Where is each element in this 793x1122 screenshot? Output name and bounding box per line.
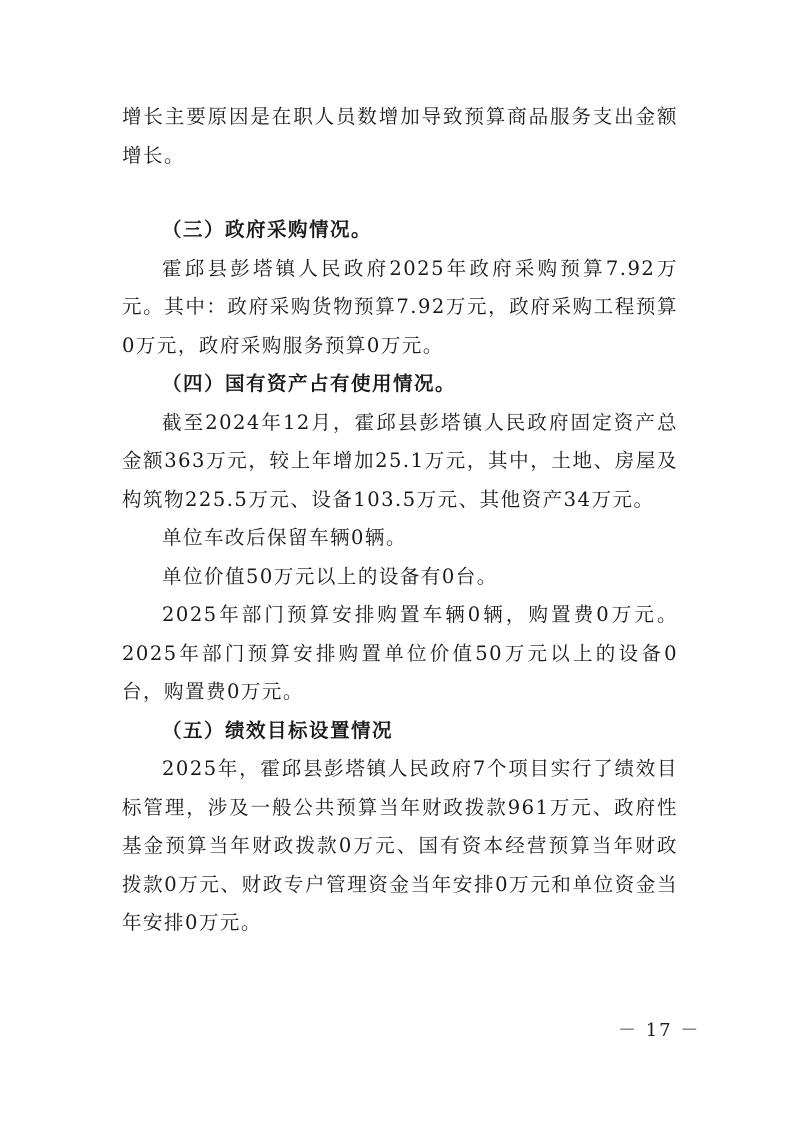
procurement-paragraph: 霍邱县彭塔镇人民政府2025年政府采购预算7.92万元。其中：政府采购货物预算7.92万元，政府采购工程预算0万元，政府采购服务预算0万元。 xyxy=(122,256,678,357)
section-spacer xyxy=(122,175,678,211)
document-body xyxy=(122,98,678,943)
continuation-paragraph: 增长主要原因是在职人员数增加导致预算商品服务支出金额增长。 xyxy=(122,105,678,167)
section-heading-assets: （四）国有资产占有使用情况。 xyxy=(162,372,457,395)
page-number: － 17 － xyxy=(618,1020,701,1041)
purchase-plan-paragraph: 2025年部门预算安排购置车辆0辆，购置费0万元。2025年部门预算安排购置单位价值50万元以上的设备0台，购置费0万元。 xyxy=(122,603,678,703)
section-heading-procurement: （三）政府采购情况。 xyxy=(162,218,373,241)
performance-paragraph: 2025年，霍邱县彭塔镇人民政府7个项目实行了绩效目标管理，涉及一般公共预算当年财政拨款961万元、政府性基金预算当年财政拨款0万元、国有资本经营预算当年财政拨款0万元、财政专户管理资金当年安排0万元和单位资金当年安排0万元。 xyxy=(122,757,678,934)
vehicles-paragraph: 单位车改后保留车辆0辆。 xyxy=(162,526,407,549)
equipment-paragraph: 单位价值50万元以上的设备有0台。 xyxy=(162,564,498,588)
assets-paragraph: 截至2024年12月，霍邱县彭塔镇人民政府固定资产总金额363万元，较上年增加25.1万元，其中，土地、房屋及构筑物225.5万元、设备103.5万元、其他资产34万元。 xyxy=(122,410,678,511)
section-heading-performance: （五）绩效目标设置情况 xyxy=(162,718,394,742)
